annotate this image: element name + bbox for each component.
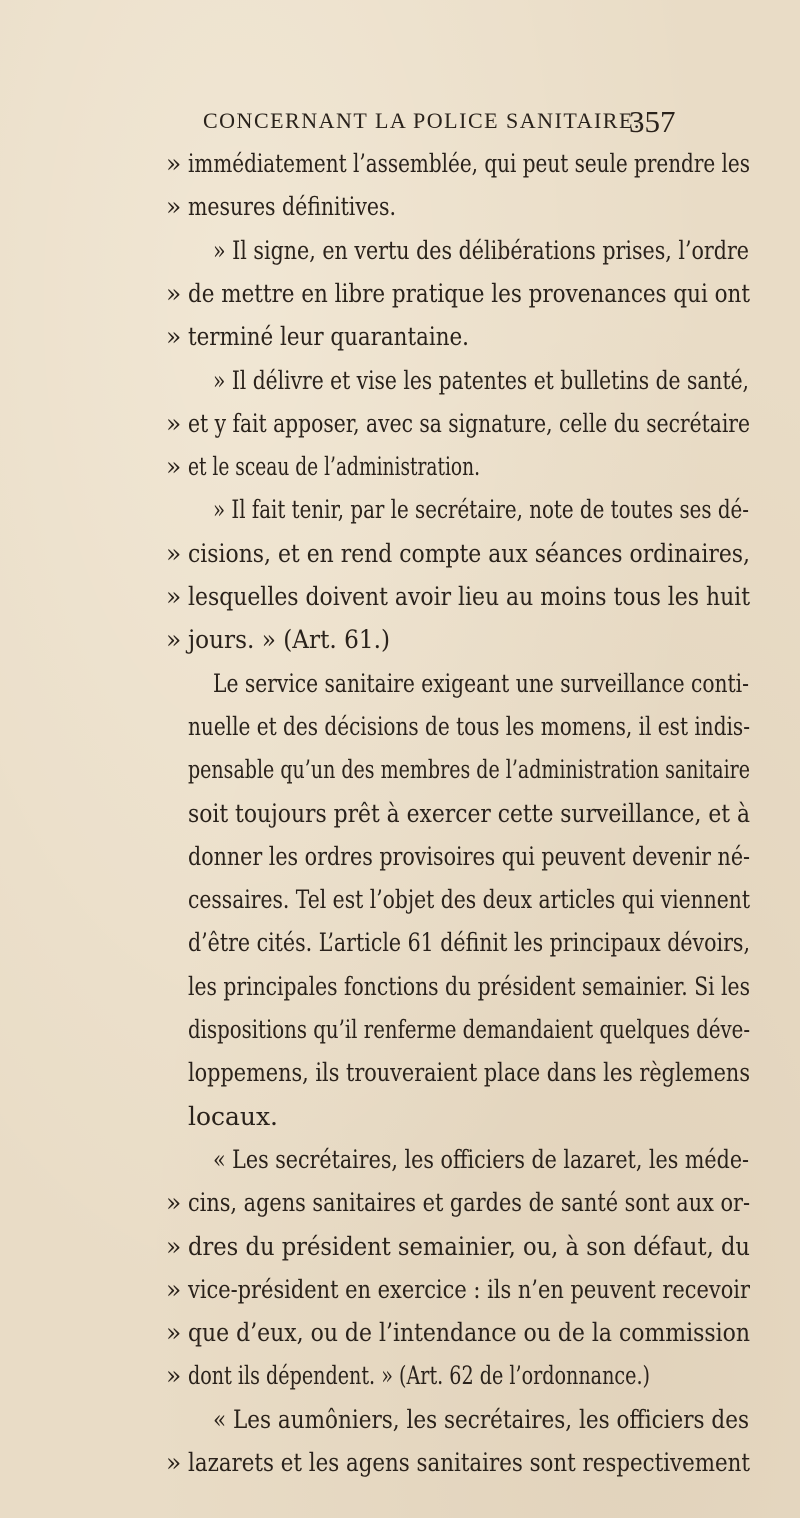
line-text: mesures définitives. (188, 192, 396, 221)
quote-mark: » (166, 625, 182, 654)
line-text: d’être cités. L’article 61 définit les principaux dévoirs, (188, 928, 750, 957)
quote-mark: » (166, 149, 182, 178)
text-line (166, 281, 800, 306)
text-line (213, 238, 800, 263)
text-line (188, 844, 800, 869)
line-text: lazarets et les agens sanitaires sont respectivement (188, 1448, 750, 1477)
line-text: et y fait apposer, avec sa signature, celle du secrétaire (188, 409, 750, 438)
line-text: dres du président semainier, ou, à son défaut, du (188, 1232, 750, 1261)
line-text: » Il signe, en vertu des délibérations prises, l’ordre (213, 236, 749, 265)
line-text: cessaires. Tel est l’objet des deux articles qui viennent (188, 885, 750, 914)
text-line (188, 1104, 278, 1129)
line-text: les principales fonctions du président semainier. Si les (188, 972, 750, 1001)
page-number: 357 (629, 104, 676, 139)
text-line (166, 1190, 800, 1215)
line-text: immédiatement l’assemblée, qui peut seule prendre les (188, 149, 750, 178)
line-text: cins, agens sanitaires et gardes de santé sont aux or- (188, 1188, 750, 1217)
quote-mark: » (166, 192, 182, 221)
quote-mark: » (166, 409, 182, 438)
line-text: terminé leur quarantaine. (188, 322, 469, 351)
line-text: loppemens, ils trouveraient place dans les règlemens (188, 1058, 750, 1087)
text-line (166, 324, 516, 349)
quote-mark: » (166, 1275, 182, 1304)
text-line (166, 584, 800, 609)
text-line (166, 1450, 800, 1475)
quote-mark: » (166, 1188, 182, 1217)
line-text: » Il délivre et vise les patentes et bulletins de santé, (213, 366, 749, 395)
quote-mark: » (166, 1318, 182, 1347)
text-line (166, 1277, 800, 1302)
line-text: jours. » (Art. 61.) (188, 625, 390, 654)
line-text: pensable qu’un des membres de l’administration sanitaire (188, 755, 750, 784)
line-text: cisions, et en rend compte aux séances ordinaires, (188, 539, 750, 568)
text-line (188, 974, 800, 999)
line-text: que d’eux, ou de l’intendance ou de la commission (188, 1318, 750, 1347)
line-text: nuelle et des décisions de tous les momens, il est indis- (188, 712, 750, 741)
line-text: « Les aumôniers, les secrétaires, les officiers des (213, 1405, 749, 1434)
line-text: dispositions qu’il renferme demandaient quelques déve- (188, 1015, 750, 1044)
text-line (166, 541, 800, 566)
text-line (166, 411, 800, 436)
text-line (188, 887, 800, 912)
line-text: dont ils dépendent. » (Art. 62 de l’ordonnance.) (188, 1361, 650, 1390)
text-line (213, 497, 800, 522)
page-header (0, 104, 800, 144)
text-line (166, 1234, 800, 1259)
line-text: de mettre en libre pratique les provenances qui ont (188, 279, 750, 308)
text-line (188, 714, 800, 739)
text-line (213, 368, 800, 393)
line-text: soit toujours prêt à exercer cette surveillance, et à (188, 799, 750, 828)
line-text: Le service sanitaire exigeant une surveillance conti- (213, 669, 749, 698)
text-line (213, 671, 800, 696)
quote-mark: » (166, 279, 182, 308)
text-line (213, 1407, 800, 1432)
text-line (166, 194, 442, 219)
text-line (166, 151, 800, 176)
text-line (166, 627, 406, 652)
quote-mark: » (166, 322, 182, 351)
line-text: lesquelles doivent avoir lieu au moins tous les huit (188, 582, 750, 611)
quote-mark: » (166, 1361, 182, 1390)
text-line (213, 1147, 800, 1172)
quote-mark: » (166, 1448, 182, 1477)
line-text: » Il fait tenir, par le secrétaire, note de toutes ses dé- (213, 495, 749, 524)
text-line (188, 1060, 800, 1085)
quote-mark: » (166, 582, 182, 611)
running-title: CONCERNANT LA POLICE SANITAIRE. (203, 108, 641, 133)
text-line (166, 454, 580, 479)
text-line (188, 801, 800, 826)
line-text: et le sceau de l’administration. (188, 452, 480, 481)
line-text: vice-président en exercice : ils n’en peuvent recevoir (188, 1275, 750, 1304)
quote-mark: » (166, 539, 182, 568)
line-text: locaux. (188, 1102, 278, 1131)
text-line (188, 930, 800, 955)
line-text: « Les secrétaires, les officiers de lazaret, les méde- (213, 1145, 749, 1174)
quote-mark: » (166, 1232, 182, 1261)
quote-mark: » (166, 452, 182, 481)
text-line (188, 1017, 800, 1042)
text-line (188, 757, 800, 782)
text-line (166, 1320, 800, 1345)
line-text: donner les ordres provisoires qui peuvent devenir né- (188, 842, 750, 871)
text-line (166, 1363, 792, 1388)
